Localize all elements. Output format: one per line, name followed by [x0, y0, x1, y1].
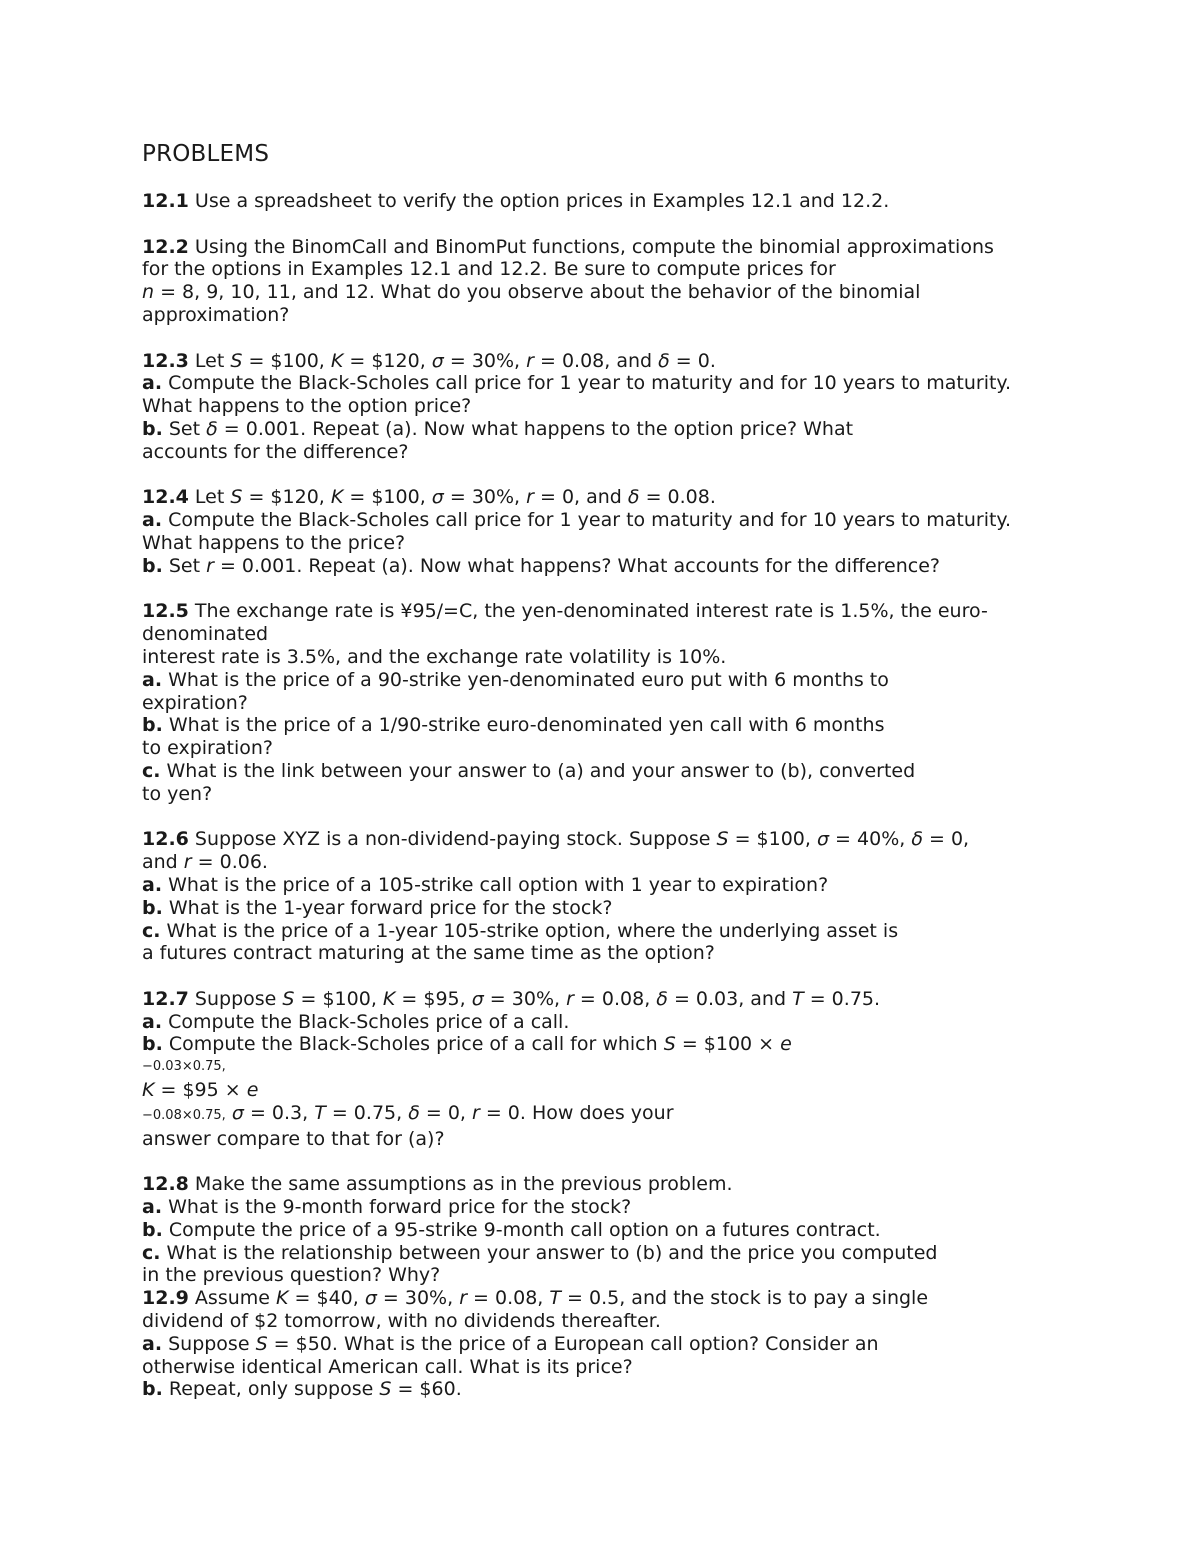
- problem-line: [142, 1219, 1122, 1242]
- math-variable: σ: [364, 1287, 377, 1310]
- problem-line: [142, 897, 1122, 920]
- problem-text: = 30%,: [443, 486, 527, 509]
- problem-line: denominated: [142, 623, 269, 646]
- problem-text: = 0.08, and: [533, 349, 659, 372]
- problem-line: [142, 555, 1122, 578]
- problem-line: expiration?: [142, 691, 248, 714]
- problem-12-6: [142, 828, 1122, 965]
- problem-line: [142, 236, 1122, 259]
- problem-text: Compute the price of a 95-strike 9-month call option on a futures contract.: [162, 1218, 881, 1241]
- math-variable: r: [472, 1101, 480, 1124]
- math-variable: δ: [656, 987, 668, 1010]
- problem-text: = $95 ×: [154, 1079, 247, 1102]
- problem-line: [142, 190, 1122, 213]
- math-variable: K: [382, 987, 396, 1010]
- part-label: c.: [142, 919, 161, 942]
- problem-text: = 0, and: [533, 486, 628, 509]
- math-variable: δ: [408, 1101, 420, 1124]
- problem-line: otherwise identical American call. What is its price?: [142, 1355, 633, 1378]
- problem-12-9: [142, 1287, 1122, 1401]
- problem-text: = $100,: [728, 828, 817, 851]
- math-variable: r: [183, 851, 192, 874]
- problem-text: Compute the Black-Scholes call price for 1 year to maturity and for 10 years to maturity.: [162, 509, 1012, 532]
- problem-text: Suppose: [162, 1332, 256, 1355]
- problem-text: What is the price of a 90-strike yen-denominated euro put with 6 months to: [162, 668, 889, 691]
- problem-text: = 0.08.: [639, 486, 716, 509]
- math-variable: S: [663, 1033, 676, 1056]
- problem-line: What happens to the price?: [142, 531, 406, 554]
- problem-text: What is the 1-year forward price for the stock?: [162, 896, 613, 919]
- part-label: b.: [142, 554, 163, 577]
- part-label: b.: [142, 1378, 163, 1401]
- problem-number: 12.9: [142, 1287, 189, 1310]
- problem-number: 12.6: [142, 828, 189, 851]
- section-heading: PROBLEMS: [142, 141, 270, 167]
- problem-text: = 0.75,: [325, 1101, 409, 1124]
- problem-number: 12.3: [142, 349, 189, 372]
- problem-text: = $100,: [294, 987, 383, 1010]
- problem-line: [142, 874, 1122, 897]
- problem-text: = $60.: [391, 1378, 462, 1401]
- problem-text: = 0. How does your: [479, 1101, 674, 1124]
- math-variable: σ: [231, 1101, 244, 1124]
- problem-number: 12.1: [142, 190, 189, 212]
- problem-line: [142, 828, 1122, 851]
- problem-text: Compute the Black-Scholes price of a call for which: [162, 1033, 664, 1056]
- exponent-text: −0.08×0.75,: [142, 1107, 226, 1123]
- part-label: a.: [142, 509, 163, 532]
- problem-line: [142, 281, 1122, 304]
- problem-line: interest rate is 3.5%, and the exchange rate volatility is 10%.: [142, 645, 727, 668]
- problem-line: to yen?: [142, 782, 213, 805]
- part-label: b.: [142, 714, 163, 737]
- document-page: [142, 140, 1122, 1401]
- part-label: a.: [142, 1332, 163, 1355]
- problem-text: = 0.75.: [803, 987, 881, 1010]
- problem-text: Assume: [188, 1287, 277, 1310]
- problem-line: What happens to the option price?: [142, 395, 472, 418]
- problem-12-1: [142, 190, 1122, 213]
- problem-line: 12.4 Let S = $120, K = $100, σ = 30%, r = 0, and δ = 0.08.: [142, 486, 716, 509]
- part-label: a.: [142, 1196, 163, 1219]
- part-label: b.: [142, 1033, 163, 1056]
- problem-line: [142, 920, 1122, 943]
- problem-12-8: [142, 1173, 1122, 1287]
- math-variable: σ: [816, 828, 830, 851]
- exponent-text: −0.03×0.75,: [142, 1059, 226, 1075]
- problem-number: 12.5: [142, 600, 189, 623]
- math-variable: K: [330, 349, 344, 372]
- problem-text: = 30%,: [376, 1287, 460, 1310]
- problem-text: = 8, 9, 10, 11, and 12. What do you observe about the behavior of the binomial: [154, 281, 921, 304]
- math-variable: K: [330, 486, 344, 509]
- problem-line: for the options in Examples 12.1 and 12.2. Be sure to compute prices for: [142, 258, 836, 281]
- problem-line: [142, 988, 1122, 1011]
- math-variable: T: [549, 1287, 561, 1310]
- math-variable: r: [206, 554, 214, 577]
- problem-line: to expiration?: [142, 737, 273, 760]
- problem-text: Using the BinomCall and BinomPut functions, compute the binomial approximations: [188, 235, 994, 258]
- math-variable: S: [716, 828, 729, 851]
- problem-line: [142, 669, 1122, 692]
- problem-text: = 0.08,: [573, 987, 657, 1010]
- problem-text: The exchange rate is ¥95/=C, the yen-denominated interest rate is 1.5%, the euro-: [188, 600, 988, 623]
- problem-12-4: [142, 486, 1122, 577]
- math-variable: σ: [431, 486, 444, 509]
- math-variable: K: [276, 1287, 289, 1310]
- math-variable: r: [566, 987, 574, 1010]
- part-label: c.: [142, 1241, 161, 1264]
- part-label: c.: [142, 759, 161, 782]
- math-variable: r: [459, 1287, 467, 1310]
- math-variable: δ: [627, 486, 640, 509]
- problem-text: = 0,: [419, 1101, 472, 1124]
- problem-text: = 30%,: [443, 349, 527, 372]
- math-variable: T: [314, 1101, 326, 1124]
- problem-text: = $120,: [343, 349, 432, 372]
- problem-line: [142, 1333, 1122, 1356]
- problem-12-2: [142, 236, 1122, 327]
- math-variable: e: [780, 1033, 792, 1056]
- math-variable: δ: [911, 828, 923, 851]
- problem-line: dividend of $2 tomorrow, with no dividends thereafter.: [142, 1310, 661, 1333]
- math-variable: S: [379, 1378, 392, 1401]
- problem-text: = $120,: [242, 486, 331, 509]
- problem-line: [142, 1173, 1122, 1196]
- problem-text: What is the price of a 105-strike call option with 1 year to expiration?: [162, 873, 829, 896]
- problem-text: and: [142, 851, 184, 874]
- math-variable: S: [282, 987, 295, 1010]
- part-label: b.: [142, 1218, 163, 1241]
- problem-line: [142, 509, 1122, 532]
- problem-text: = 0.06.: [191, 851, 268, 874]
- problem-text: = 0.001. Repeat (a). Now what happens to the option price? What: [217, 417, 854, 440]
- problem-text: What is the relationship between your answer to (b) and the price you computed: [160, 1241, 938, 1264]
- problem-line: a futures contract maturing at the same time as the option?: [142, 942, 715, 965]
- problem-line: accounts for the difference?: [142, 440, 409, 463]
- problem-number: 12.7: [142, 987, 189, 1010]
- problem-text: = 0.: [669, 349, 716, 372]
- part-label: b.: [142, 896, 163, 919]
- math-variable: r: [526, 486, 534, 509]
- problem-text: Compute the Black-Scholes call price for 1 year to maturity and for 10 years to maturity.: [162, 372, 1012, 395]
- problem-text: = $100 ×: [675, 1033, 781, 1056]
- problem-line: [142, 1011, 1122, 1034]
- problem-number: 12.2: [142, 235, 189, 258]
- problem-12-5: [142, 600, 1122, 805]
- problem-line: [142, 1196, 1122, 1219]
- math-variable: e: [246, 1079, 259, 1102]
- math-variable: δ: [658, 349, 670, 372]
- problem-line: [142, 851, 1122, 874]
- part-label: a.: [142, 1010, 163, 1033]
- problem-line: [142, 760, 1122, 783]
- problem-text: What is the price of a 1/90-strike euro-denominated yen call with 6 months: [162, 714, 885, 737]
- problem-line: [142, 714, 1122, 737]
- problem-text: Suppose: [188, 987, 283, 1010]
- part-label: a.: [142, 372, 163, 395]
- problem-12-3: [142, 350, 1122, 464]
- problem-text: = 0,: [922, 828, 970, 851]
- problem-text: = 40%,: [829, 828, 912, 851]
- problem-line: in the previous question? Why?: [142, 1264, 441, 1287]
- problem-text: Make the same assumptions as in the previous problem.: [188, 1173, 733, 1196]
- problem-line: 12.3 Let S = $100, K = $120, σ = 30%, r = 0.08, and δ = 0.: [142, 349, 716, 372]
- math-variable: r: [526, 349, 534, 372]
- problem-text: Use a spreadsheet to verify the option prices in Examples 12.1 and 12.2.: [188, 190, 890, 212]
- math-variable: S: [230, 486, 243, 509]
- problem-text: = 0.001. Repeat (a). Now what happens? What accounts for the difference?: [213, 554, 940, 577]
- problem-text: What is the 9-month forward price for the stock?: [162, 1196, 632, 1219]
- problem-text: = 0.08,: [467, 1287, 550, 1310]
- problem-text: = $100,: [242, 349, 331, 372]
- math-variable: δ: [206, 417, 218, 440]
- problem-line: [142, 1242, 1122, 1265]
- problem-text: = $40,: [288, 1287, 365, 1310]
- problem-text: = 30%,: [483, 987, 567, 1010]
- math-variable: σ: [471, 987, 484, 1010]
- problem-line: [142, 600, 1122, 623]
- problem-text: = 0.03, and: [667, 987, 793, 1010]
- problem-line: answer compare to that for (a)?: [142, 1127, 445, 1150]
- problem-text: Compute the Black-Scholes price of a call.: [162, 1010, 570, 1033]
- math-variable: n: [142, 281, 155, 304]
- part-label: b.: [142, 417, 163, 440]
- part-label: a.: [142, 873, 163, 896]
- problem-number: 12.4: [142, 486, 189, 509]
- problem-line: [142, 1378, 1122, 1401]
- math-variable: σ: [431, 349, 444, 372]
- math-variable: K: [142, 1079, 155, 1102]
- part-label: a.: [142, 668, 163, 691]
- problem-12-7: [142, 988, 1122, 1151]
- math-variable: S: [255, 1332, 268, 1355]
- problem-line: [142, 1079, 1122, 1102]
- problem-text: = 0.3,: [243, 1101, 315, 1124]
- math-variable: T: [792, 987, 804, 1010]
- problem-text: Suppose XYZ is a non-dividend-paying stock. Suppose: [188, 828, 717, 851]
- problem-text: Set: [162, 417, 207, 440]
- problem-text: Repeat, only suppose: [162, 1378, 380, 1401]
- problem-text: = $50. What is the price of a European call option? Consider an: [267, 1332, 879, 1355]
- problem-line: [142, 418, 1122, 441]
- problem-number: 12.8: [142, 1173, 189, 1196]
- problem-text: What is the link between your answer to (a) and your answer to (b), converted: [160, 759, 916, 782]
- problem-text: What is the price of a 1-year 105-strike option, where the underlying asset is: [160, 919, 899, 942]
- problem-line: [142, 372, 1122, 395]
- problem-line: [142, 1287, 1122, 1310]
- problem-text: = 0.5, and the stock is to pay a single: [561, 1287, 929, 1310]
- math-variable: S: [230, 349, 243, 372]
- problem-line: approximation?: [142, 303, 290, 326]
- problem-text: Set: [162, 554, 207, 577]
- problem-line: [142, 1102, 1122, 1128]
- problem-text: = $95,: [395, 987, 472, 1010]
- problem-text: = $100,: [343, 486, 432, 509]
- problem-line: [142, 1033, 1122, 1056]
